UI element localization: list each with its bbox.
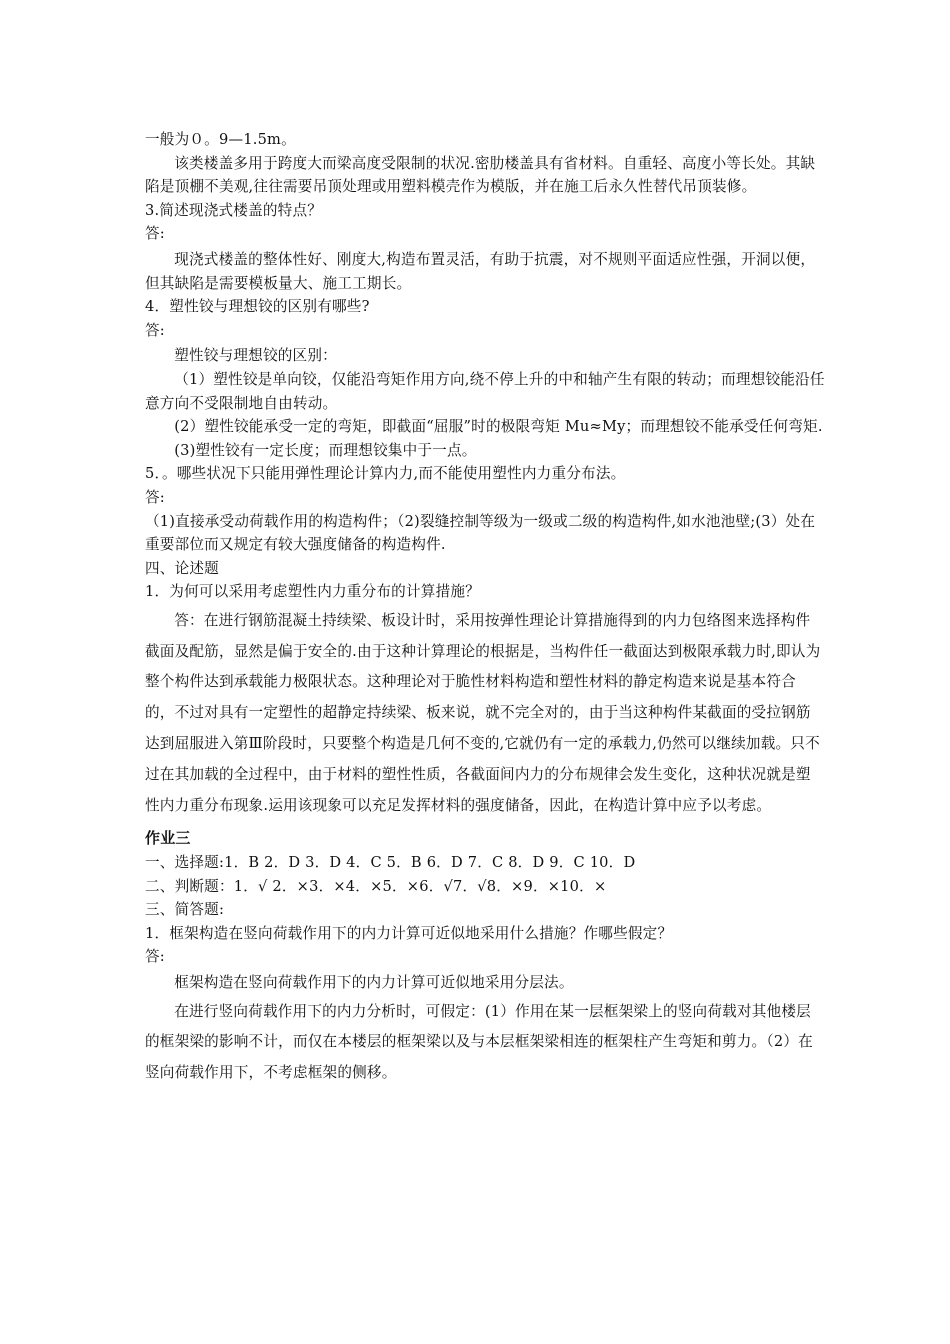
multiple-choice-answers: 一、选择题:1．B 2．D 3．D 4．C 5．B 6．D 7．C 8．D 9．C 10．D (145, 854, 636, 872)
paragraph-ribbed-floor: 该类楼盖多用于跨度大而梁高度受限制的状况.密肋楼盖具有省材料。自重轻、高度小等长处。其缺陷是顶棚不美观,往往需要吊顶处理或用塑料模壳作为模版，并在施工后永久性替代吊顶装修。 (145, 154, 816, 196)
document-page (145, 128, 825, 1089)
answer-4-point-2: (2）塑性铰能承受一定的弯矩，即截面“屈服”时的极限弯矩 Mu≈My；而理想铰不能承受任何弯矩. (174, 418, 823, 436)
paragraph-span-range: 一般为０。9—1.5m。 (145, 131, 296, 148)
answer-4-point-1: （1）塑性铰是单向铰，仅能沿弯矩作用方向,绕不停上升的中和轴产生有限的转动；而理想铰能沿任意方向不受限制地自由转动。 (145, 370, 825, 412)
answer-label: 答: (145, 225, 165, 243)
answer-4-intro: 塑性铰与理想铰的区别： (174, 347, 337, 365)
essay-answer-1: 答：在进行钢筋混凝土持续梁、板设计时，采用按弹性理论计算措施得到的内力包络图来选择构件截面及配筋，显然是偏于安全的.由于这种计算理论的根据是，当构件任一截面达到极限承载力时,即认为整个构件达到承载能力极限状态。这种理论对于脆性材料构造和塑性材料的静定构造来说是基本符合的，不过对具有一定塑性的超静定持续梁、板来说，就不完全对的，由于当这种构件某截面的受拉钢筋达到屈服进入第Ⅲ阶段时，只要整个构造是几何不变的,它就仍有一定的承载力,仍然可以继续加载。只不过在其加载的全过程中，由于材料的塑性性质，各截面间内力的分布规律会发生变化，这种状况就是塑性内力重分布现象.运用该现象可以充足发挥材料的强度储备，因此，在构造计算中应予以考虑。 (145, 611, 821, 814)
short-question-1: 1．框架构造在竖向荷载作用下的内力计算可近似地采用什么措施？作哪些假定？ (145, 924, 673, 942)
short-answer-1-assumptions: 在进行竖向荷载作用下的内力分析时，可假定：(1）作用在某一层框架梁上的竖向荷载对其他楼层的框架梁的影响不计，而仅在本楼层的框架梁以及与本层框架梁相连的框架柱产生弯矩和剪力。（2）在竖向荷载作用下，不考虑框架的侧移。 (145, 1002, 813, 1082)
question-4: 4．塑性铰与理想铰的区别有哪些? (145, 298, 370, 316)
answer-label: 答: (145, 321, 165, 339)
section-heading-short-answer: 三、简答题: (145, 901, 225, 919)
true-false-answers: 二、判断题：1．√ 2．×3．×4．×5．×6．√7．√8．×9．×10．× (145, 877, 607, 895)
section-heading-essay: 四、论述题 (145, 559, 219, 577)
question-3: 3.简述现浇式楼盖的特点？ (145, 201, 323, 219)
assignment-three-heading: 作业三 (145, 829, 191, 848)
answer-3-text: 现浇式楼盖的整体性好、刚度大,构造布置灵活，有助于抗震，对不规则平面适应性强，开洞以便，但其缺陷是需要模板量大、施工工期长。 (145, 250, 816, 292)
short-answer-1-method: 框架构造在竖向荷载作用下的内力计算可近似地采用分层法。 (174, 974, 574, 992)
essay-question-1: 1．为何可以采用考虑塑性内力重分布的计算措施？ (145, 583, 480, 601)
answer-4-point-3: (3)塑性铰有一定长度；而理想铰集中于一点。 (174, 441, 477, 459)
answer-label: 答: (145, 488, 165, 506)
question-5: 5．。哪些状况下只能用弹性理论计算内力,而不能使用塑性内力重分布法。 (145, 465, 626, 483)
answer-label: 答: (145, 948, 165, 966)
answer-5-text: （1)直接承受动荷载作用的构造构件；（2)裂缝控制等级为一级或二级的构造构件,如水池池壁;(3）处在重要部位而又规定有较大强度储备的构造构件. (145, 512, 816, 554)
